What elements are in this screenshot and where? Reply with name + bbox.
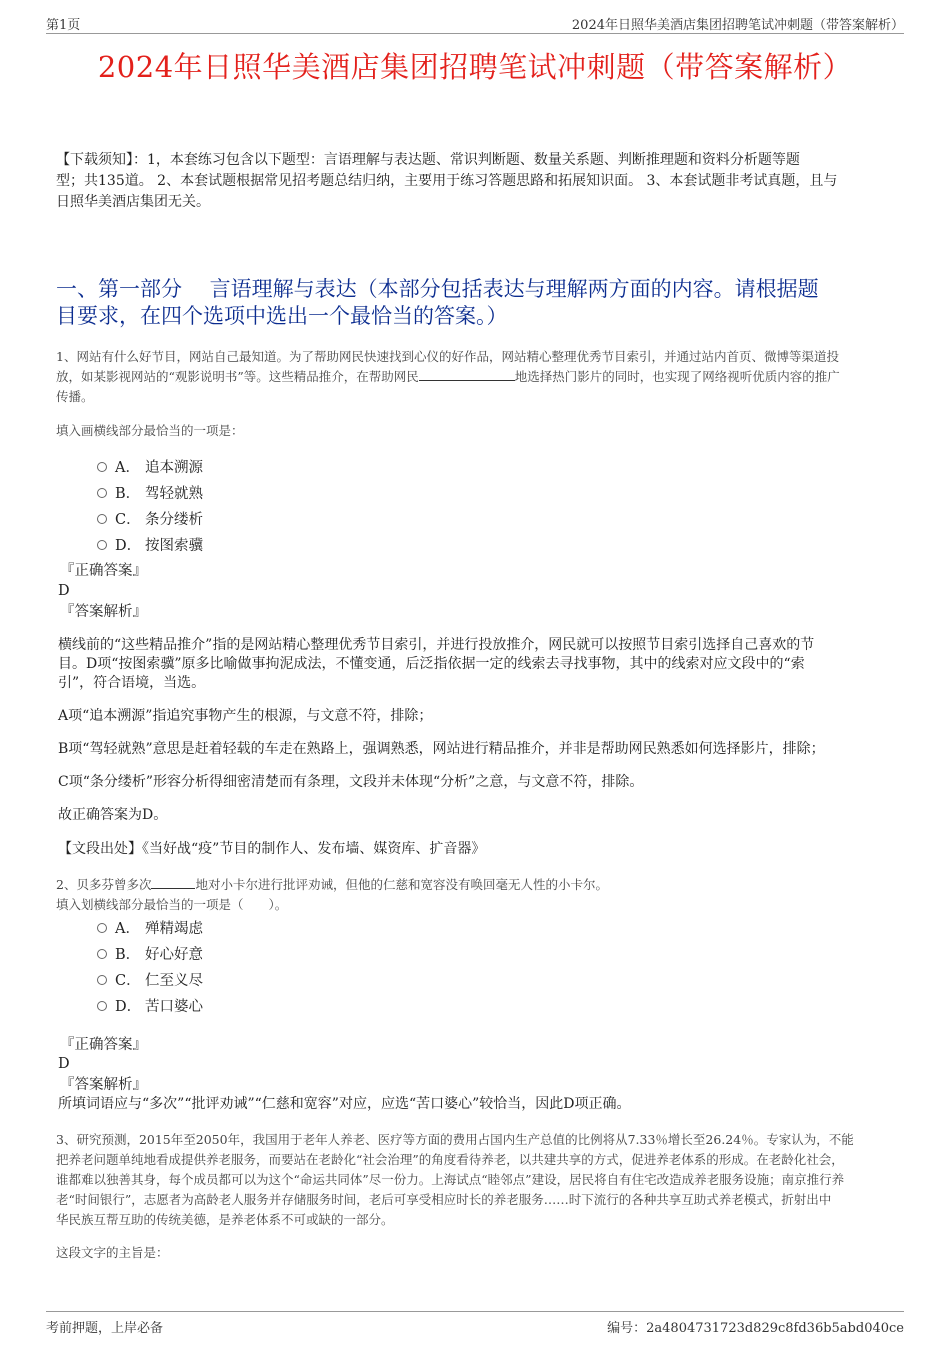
option-letter: C． (115, 512, 141, 528)
question-line-head: 2、贝多芬曾多次 (56, 877, 152, 892)
option-letter: D． (115, 999, 142, 1015)
q1-explanation-b: B项“驾轻就熟”意思是赶着轻载的车走在熟路上，强调熟悉，网站进行精品推介，并非是帮助网民熟悉如何选择影片，排除； (58, 741, 825, 757)
fill-blank (419, 368, 515, 381)
notice-line: 日照华美酒店集团无关。 (56, 194, 210, 210)
explanation-label: 『答案解析』 (60, 1077, 147, 1093)
fill-blank (151, 876, 195, 889)
radio-icon[interactable] (97, 514, 107, 524)
option-text: 好心好意 (145, 947, 203, 963)
question-3-prompt: 这段文字的主旨是： (56, 1245, 169, 1260)
q2-explanation: 所填词语应与“多次”“批评劝诫”“仁慈和宽容”对应，应选“苦口婆心”较恰当，因此D项正确。 (58, 1096, 631, 1112)
q2-option-b[interactable] (97, 943, 397, 969)
question-prompt: 填入划横线部分最恰当的一项是（ ）。 (56, 897, 288, 912)
notice-line: 型；共135道。 2、本套试题根据常见招考题总结归纳，主要用于练习答题思路和拓展知识面。 3、本套试题非考试真题，且与 (56, 173, 838, 189)
option-letter: A． (115, 460, 140, 476)
option-text: 殚精竭虑 (145, 921, 203, 937)
q1-explanation (58, 636, 898, 693)
section-heading-line: 一、第一部分 言语理解与表达（本部分包括表达与理解两方面的内容。请根据题 (56, 277, 819, 301)
q2-option-d[interactable] (97, 995, 397, 1021)
option-text: 按图索骥 (145, 538, 203, 554)
q1-option-d[interactable] (97, 534, 397, 560)
question-line: 华民族互帮互助的传统美德，是养老体系不可或缺的一部分。 (56, 1212, 394, 1227)
q1-explanation-c: C项“条分缕析”形容分析得细密清楚而有条理，文段并未体现“分析”之意，与文意不符，排除。 (58, 774, 644, 790)
correct-answer-value: D (58, 583, 70, 599)
radio-icon[interactable] (97, 540, 107, 550)
download-notice (56, 150, 898, 213)
notice-line: 【下载须知】：1，本套练习包含以下题型：言语理解与表达题、常识判断题、数量关系题、判断推理题和资料分析题等题 (56, 152, 800, 168)
explanation-line: 目。D项“按图索骥”原多比喻做事拘泥成法，不懂变通，后泛指依据一定的线索去寻找事物，其中的线索对应文段中的“索 (58, 656, 805, 672)
radio-icon[interactable] (97, 462, 107, 472)
header-divider (46, 33, 904, 34)
option-text: 仁至义尽 (145, 973, 203, 989)
q2-option-a[interactable] (97, 917, 397, 943)
q1-source: 【文段出处】《当好战“疫”节目的制作人、发布墙、媒资库、扩音器》 (58, 841, 486, 857)
question-2-text (56, 875, 898, 915)
question-line-head: 放，如某影视网站的“观影说明书”等。这些精品推介，在帮助网民 (56, 369, 419, 384)
q1-conclusion: 故正确答案为D。 (58, 807, 168, 823)
option-letter: A． (115, 921, 140, 937)
question-3-text (56, 1130, 898, 1230)
section-heading (56, 276, 896, 330)
question-line: 老“时间银行”，志愿者为高龄老人服务并存储服务时间，老后可享受相应时长的养老服务……时下流行的各种共享互助式养老模式，折射出中 (56, 1192, 832, 1207)
question-line: 传播。 (56, 389, 94, 404)
question-line-tail: 地对小卡尔进行批评劝诫，但他的仁慈和宽容没有唤回毫无人性的小卡尔。 (195, 877, 608, 892)
page-number: 第1页 (46, 18, 81, 33)
header-doc-title: 2024年日照华美酒店集团招聘笔试冲刺题（带答案解析） (571, 18, 904, 33)
option-text: 条分缕析 (145, 512, 203, 528)
q1-explanation-a: A项“追本溯源”指追究事物产生的根源，与文意不符，排除； (58, 708, 433, 724)
correct-answer-label: 『正确答案』 (60, 563, 147, 579)
question-line (56, 367, 898, 387)
question-line: 谁都难以独善其身，每个成员都可以为这个“命运共同体”尽一份力。上海试点“睦邻点”建设，居民将自有住宅改造成养老服务设施；南京推行养 (56, 1172, 845, 1187)
explanation-line: 引”，符合语境，当选。 (58, 675, 206, 691)
radio-icon[interactable] (97, 949, 107, 959)
option-letter: D． (115, 538, 142, 554)
q2-option-c[interactable] (97, 969, 397, 995)
option-text: 驾轻就熟 (145, 486, 203, 502)
correct-answer-label: 『正确答案』 (60, 1037, 147, 1053)
option-letter: B． (115, 486, 141, 502)
question-line-tail: 地选择热门影片的同时，也实现了网络视听优质内容的推广 (514, 369, 840, 384)
question-line: 3、研究预测，2015年至2050年，我国用于老年人养老、医疗等方面的费用占国内生产总值的比例将从7.33％增长至26.24％。专家认为，不能 (56, 1132, 854, 1147)
radio-icon[interactable] (97, 1001, 107, 1011)
option-text: 苦口婆心 (145, 999, 203, 1015)
footer-document-id: 编号：2a4804731723d829c8fd36b5abd040ce (607, 1321, 904, 1336)
correct-answer-value: D (58, 1056, 70, 1072)
radio-icon[interactable] (97, 923, 107, 933)
radio-icon[interactable] (97, 975, 107, 985)
question-1-prompt: 填入画横线部分最恰当的一项是： (56, 423, 244, 438)
radio-icon[interactable] (97, 488, 107, 498)
explanation-line: 横线前的“这些精品推介”指的是网站精心整理优秀节目索引，并进行投放推介，网民就可以按照节目索引选择自己喜欢的节 (58, 637, 815, 653)
question-line (56, 875, 898, 895)
q1-option-b[interactable] (97, 482, 397, 508)
q1-option-c[interactable] (97, 508, 397, 534)
option-letter: B． (115, 947, 141, 963)
question-1-text (56, 347, 898, 407)
question-line: 1、网站有什么好节目，网站自己最知道。为了帮助网民快速找到心仪的好作品，网站精心整理优秀节目索引，并通过站内首页、微博等渠道投 (56, 349, 839, 364)
question-line: 把养老问题单纯地看成提供养老服务，而要站在老龄化“社会治理”的角度看待养老，以共建共享的方式，促进养老体系的形成。在老龄化社会， (56, 1152, 844, 1167)
footer-slogan: 考前押题，上岸必备 (46, 1321, 164, 1336)
explanation-label: 『答案解析』 (60, 604, 147, 620)
section-heading-line: 目要求，在四个选项中选出一个最恰当的答案。） (56, 304, 508, 328)
option-letter: C． (115, 973, 141, 989)
footer-divider (46, 1311, 904, 1312)
option-text: 追本溯源 (145, 460, 203, 476)
q1-option-a[interactable] (97, 456, 397, 482)
page-title: 2024年日照华美酒店集团招聘笔试冲刺题（带答案解析） (97, 50, 853, 84)
